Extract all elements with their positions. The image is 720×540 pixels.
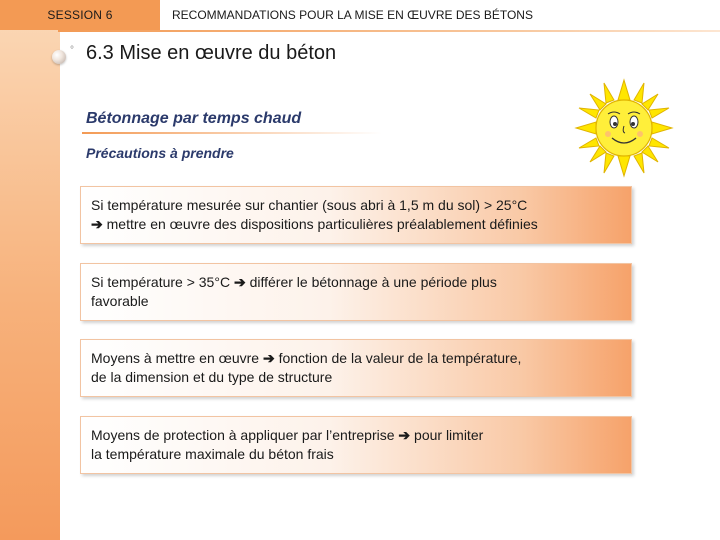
- card-text: fonction de la valeur de la température,: [278, 350, 522, 366]
- card-text-line: de la dimension et du type de structure: [91, 369, 333, 385]
- card-text-line: [91, 426, 621, 445]
- card-text: Si température > 35°C: [91, 274, 231, 290]
- left-decorative-band: [0, 0, 60, 540]
- section-title: 6.3 Mise en œuvre du béton: [86, 42, 337, 64]
- card-text: Moyens à mettre en œuvre: [91, 350, 260, 366]
- card-text: différer le bétonnage à une période plus: [249, 274, 497, 290]
- card-text-line: [91, 215, 621, 234]
- card-text: Moyens de protection à appliquer par l’entreprise: [91, 427, 395, 443]
- card-text-line: [91, 349, 621, 368]
- arrow-right-icon: ➔: [262, 350, 275, 366]
- card-text-line: Si température mesurée sur chantier (sous abri à 1,5 m du sol) > 25°C: [91, 197, 528, 213]
- precautions-label: Précautions à prendre: [86, 145, 234, 161]
- card-text: mettre en œuvre des dispositions particulières préalablement définies: [106, 216, 538, 232]
- card-temp-35: [80, 263, 632, 321]
- session-label: SESSION 6: [0, 0, 160, 30]
- card-text-line: [91, 273, 621, 292]
- bullet-ball-icon: [52, 50, 66, 64]
- header-divider: [58, 30, 720, 32]
- card-protection: [80, 416, 632, 474]
- arrow-right-icon: ➔: [91, 216, 103, 232]
- subtitle: Bétonnage par temps chaud: [86, 110, 302, 127]
- bullet-dot-icon: °: [70, 45, 74, 56]
- document-title: RECOMMANDATIONS POUR LA MISE EN ŒUVRE DES BÉTONS: [160, 0, 720, 30]
- subtitle-underline: [82, 132, 382, 134]
- card-text-line: favorable: [91, 293, 149, 309]
- card-temp-25: [80, 186, 632, 244]
- card-means: [80, 339, 632, 397]
- card-text: pour limiter: [414, 427, 484, 443]
- card-text-line: la température maximale du béton frais: [91, 446, 334, 462]
- header-bar: [0, 0, 720, 30]
- arrow-right-icon: ➔: [398, 427, 411, 443]
- sun-icon: [574, 78, 674, 178]
- arrow-right-icon: ➔: [233, 274, 246, 290]
